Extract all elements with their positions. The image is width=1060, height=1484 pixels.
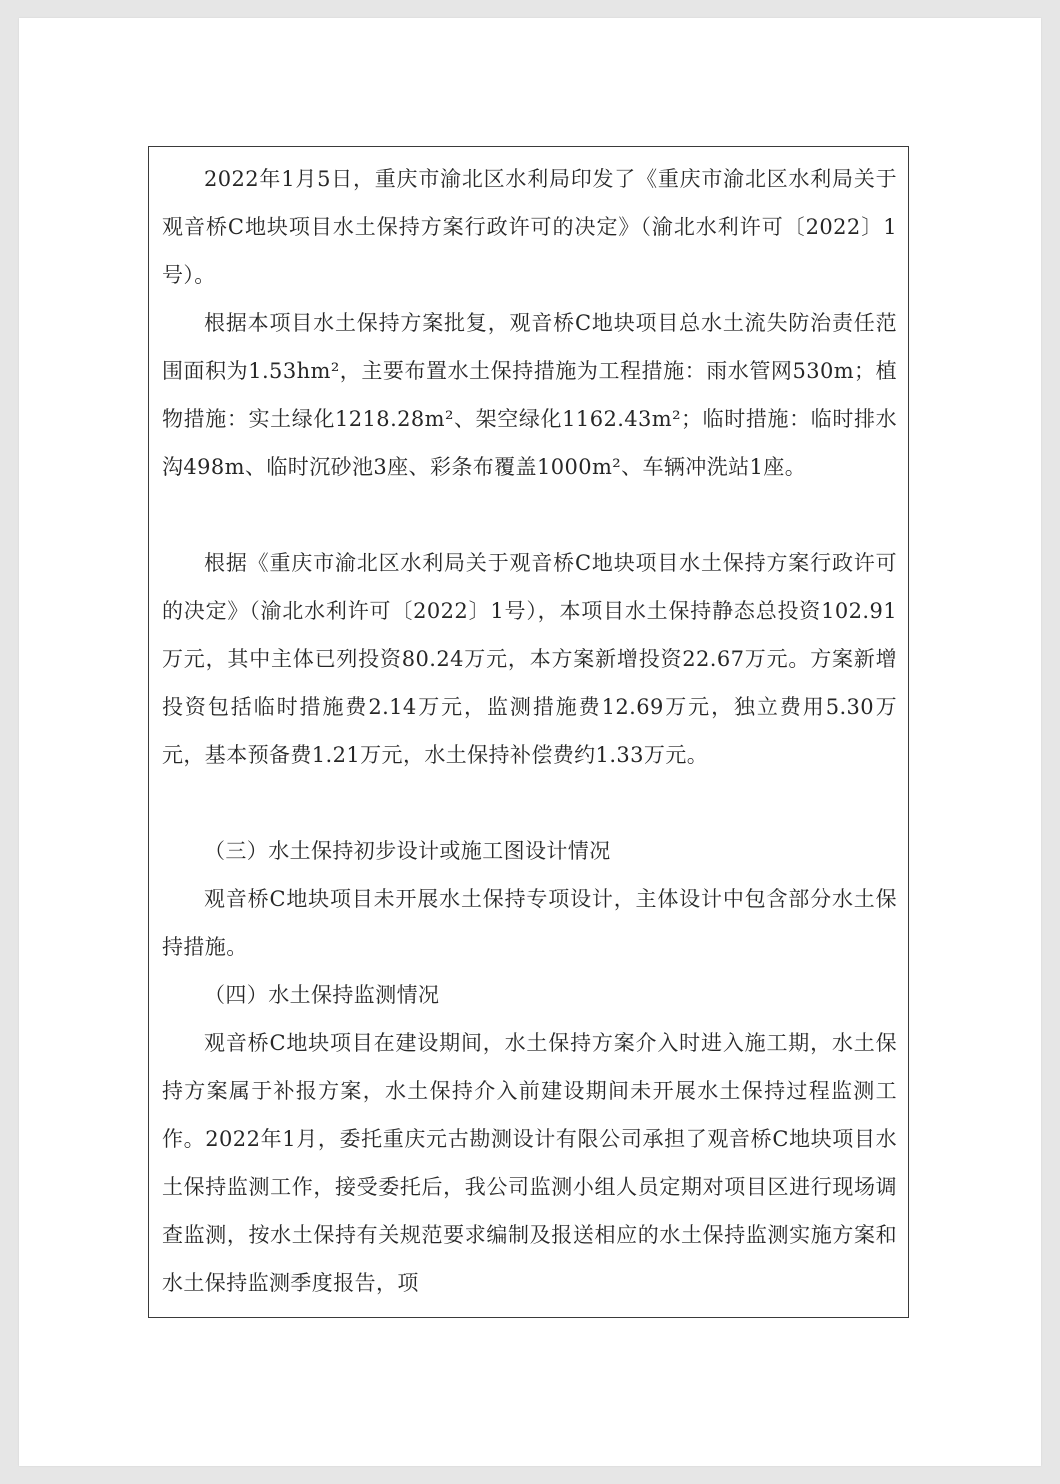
section-heading-3: （三）水土保持初步设计或施工图设计情况 — [204, 839, 611, 863]
paragraph-investment-summary: 根据《重庆市渝北区水利局关于观音桥C地块项目水土保持方案行政许可的决定》（渝北水利许可〔2022〕1号），本项目水土保持静态总投资102.91万元，其中主体已列投资80.24万元，本方案新增投资22.67万元。方案新增投资包括临时措施费2.14万元，监测措施费12.69万元，独立费用5.30万元，基本预备费1.21万元，水土保持补偿费约1.33万元。 — [162, 551, 897, 767]
document-page — [19, 18, 1041, 1466]
paragraph-design-status: 观音桥C地块项目未开展水土保持专项设计，主体设计中包含部分水土保持措施。 — [162, 887, 897, 959]
section-heading-4: （四）水土保持监测情况 — [204, 983, 440, 1007]
paragraph-measures-summary: 根据本项目水土保持方案批复，观音桥C地块项目总水土流失防治责任范围面积为1.53hm²，主要布置水土保持措施为工程措施：雨水管网530m；植物措施：实土绿化1218.28m²、架空绿化1162.43m²；临时措施：临时排水沟498m、临时沉砂池3座、彩条布覆盖1000m²、车辆冲洗站1座。 — [162, 311, 897, 479]
bordered-text-frame — [148, 146, 909, 1318]
paragraph-approval-decision: 2022年1月5日，重庆市渝北区水利局印发了《重庆市渝北区水利局关于观音桥C地块项目水土保持方案行政许可的决定》（渝北水利许可〔2022〕1号）。 — [162, 167, 897, 287]
paragraph-monitoring-status: 观音桥C地块项目在建设期间，水土保持方案介入时进入施工期，水土保持方案属于补报方案，水土保持介入前建设期间未开展水土保持过程监测工作。2022年1月，委托重庆元古勘测设计有限公司承担了观音桥C地块项目水土保持监测工作，接受委托后，我公司监测小组人员定期对项目区进行现场调查监测，按水土保持有关规范要求编制及报送相应的水土保持监测实施方案和水土保持监测季度报告，项 — [162, 1031, 897, 1295]
